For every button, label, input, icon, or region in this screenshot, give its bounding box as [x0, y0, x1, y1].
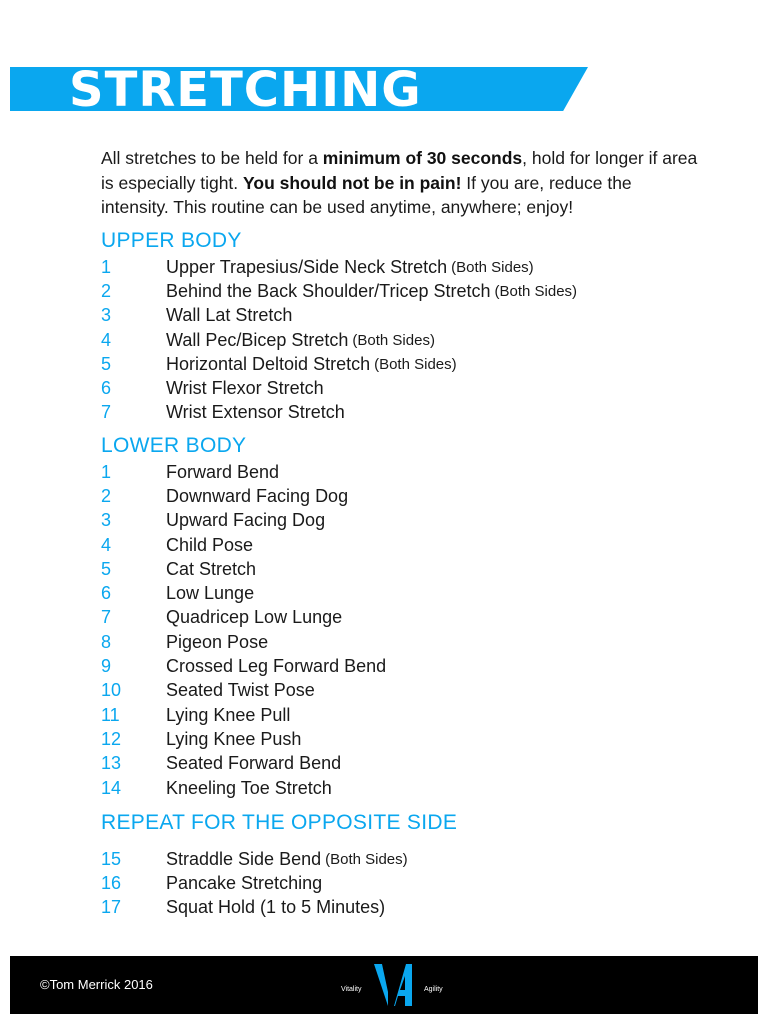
stretch-item: [101, 703, 721, 727]
va-logo-mark-icon: [372, 962, 414, 1008]
stretch-number: 4: [101, 534, 112, 555]
stretch-item: [101, 630, 721, 654]
intro-bold-warning: You should not be in pain!: [243, 172, 462, 193]
copyright-text: ©Tom Merrick 2016: [40, 977, 153, 992]
stretch-number: 11: [101, 704, 120, 725]
stretch-name: Low Lunge: [166, 583, 255, 604]
stretch-number: 9: [101, 656, 112, 677]
stretch-name: Kneeling Toe Stretch: [166, 777, 332, 798]
stretch-name: Upper Trapesius/Side Neck Stretch: [166, 256, 448, 277]
intro-text-3: If you are, reduce the intensity. This routine can be used anytime, anywhere; enjoy!: [101, 172, 632, 217]
intro-bold-duration: minimum of 30 seconds: [322, 148, 523, 168]
stretch-item: [101, 255, 721, 279]
stretch-name: Pigeon Pose: [166, 631, 269, 652]
stretch-item: [101, 847, 721, 871]
stretch-name: Wrist Extensor Stretch: [166, 402, 345, 423]
lower-body-list: [101, 460, 721, 800]
stretch-number: 7: [101, 402, 112, 423]
stretch-number: 2: [101, 485, 112, 506]
stretch-item: [101, 776, 721, 800]
stretch-name: Child Pose: [166, 534, 254, 555]
intro-text-2: , hold for longer if area is especially tight.: [101, 148, 698, 193]
stretch-number: 4: [101, 329, 112, 350]
logo-word-vitality: Vitality: [341, 986, 362, 993]
intro-paragraph: [101, 146, 701, 220]
stretch-number: 3: [101, 305, 112, 326]
stretch-item: [101, 401, 721, 425]
stretch-name: Forward Bend: [166, 461, 280, 482]
stretch-note: (Both Sides): [374, 355, 457, 373]
stretch-name: Wall Pec/Bicep Stretch: [166, 329, 349, 350]
stretch-number: 16: [101, 872, 122, 893]
stretch-item: [101, 328, 721, 352]
upper-body-heading: UPPER BODY: [101, 229, 242, 252]
logo-word-agility: Agility: [424, 986, 443, 993]
stretch-name: Downward Facing Dog: [166, 485, 349, 506]
stretch-number: 7: [101, 607, 112, 628]
stretch-item: [101, 752, 721, 776]
stretch-name: Horizontal Deltoid Stretch: [166, 353, 371, 374]
stretch-number: 6: [101, 583, 112, 604]
stretch-item: [101, 581, 721, 605]
stretch-name: Cat Stretch: [166, 558, 257, 579]
stretch-name: Behind the Back Shoulder/Tricep Stretch: [166, 280, 491, 301]
stretch-name: Lying Knee Push: [166, 728, 302, 749]
stretch-item: [101, 460, 721, 484]
stretch-name: Crossed Leg Forward Bend: [166, 656, 387, 677]
stretch-number: 5: [101, 558, 112, 579]
stretch-number: 17: [101, 897, 122, 918]
stretch-item: [101, 557, 721, 581]
stretch-name: Wrist Flexor Stretch: [166, 378, 324, 399]
stretch-number: 13: [101, 753, 122, 774]
stretch-note: (Both Sides): [325, 850, 408, 868]
stretch-item: [101, 304, 721, 328]
stretch-item: [101, 376, 721, 400]
stretch-name: Upward Facing Dog: [166, 510, 326, 531]
stretch-item: [101, 279, 721, 303]
stretch-item: [101, 352, 721, 376]
stretch-number: 10: [101, 680, 122, 701]
stretch-number: 3: [101, 510, 112, 531]
stretch-item: [101, 654, 721, 678]
stretch-number: 2: [101, 280, 112, 301]
stretch-name: Straddle Side Bend: [166, 848, 322, 869]
stretch-item: [101, 871, 721, 895]
va-logo: [338, 962, 448, 1008]
stretch-item: [101, 509, 721, 533]
stretch-item: [101, 533, 721, 557]
stretch-note: (Both Sides): [352, 331, 435, 349]
stretch-number: 8: [101, 631, 112, 652]
stretch-note: (Both Sides): [451, 258, 534, 276]
stretch-name: Seated Twist Pose: [166, 680, 315, 701]
stretch-name: Lying Knee Pull: [166, 704, 291, 725]
stretch-item: [101, 606, 721, 630]
stretch-number: 14: [101, 777, 122, 798]
stretch-item: [101, 679, 721, 703]
stretch-name: Wall Lat Stretch: [166, 305, 293, 326]
stretch-number: 1: [101, 256, 112, 277]
repeat-heading: REPEAT FOR THE OPPOSITE SIDE: [101, 811, 458, 834]
stretch-item: [101, 896, 721, 920]
stretch-name: Pancake Stretching: [166, 872, 323, 893]
page-title: STRETCHING: [69, 62, 422, 118]
upper-body-list: [101, 255, 721, 425]
footer-bar: [10, 956, 758, 1014]
lower-body-heading: LOWER BODY: [101, 434, 247, 457]
stretch-name: Seated Forward Bend: [166, 753, 342, 774]
stretch-item: [101, 727, 721, 751]
stretch-note: (Both Sides): [494, 282, 578, 300]
stretch-number: 5: [101, 353, 112, 374]
repeat-list: [101, 847, 721, 920]
stretch-number: 12: [101, 728, 122, 749]
stretch-name: Quadricep Low Lunge: [166, 607, 343, 628]
stretch-item: [101, 484, 721, 508]
intro-text-1: All stretches to be held for a: [101, 148, 323, 168]
stretch-number: 15: [101, 848, 122, 869]
stretch-name: Squat Hold (1 to 5 Minutes): [166, 897, 386, 918]
stretch-number: 6: [101, 378, 112, 399]
stretch-number: 1: [101, 461, 112, 482]
